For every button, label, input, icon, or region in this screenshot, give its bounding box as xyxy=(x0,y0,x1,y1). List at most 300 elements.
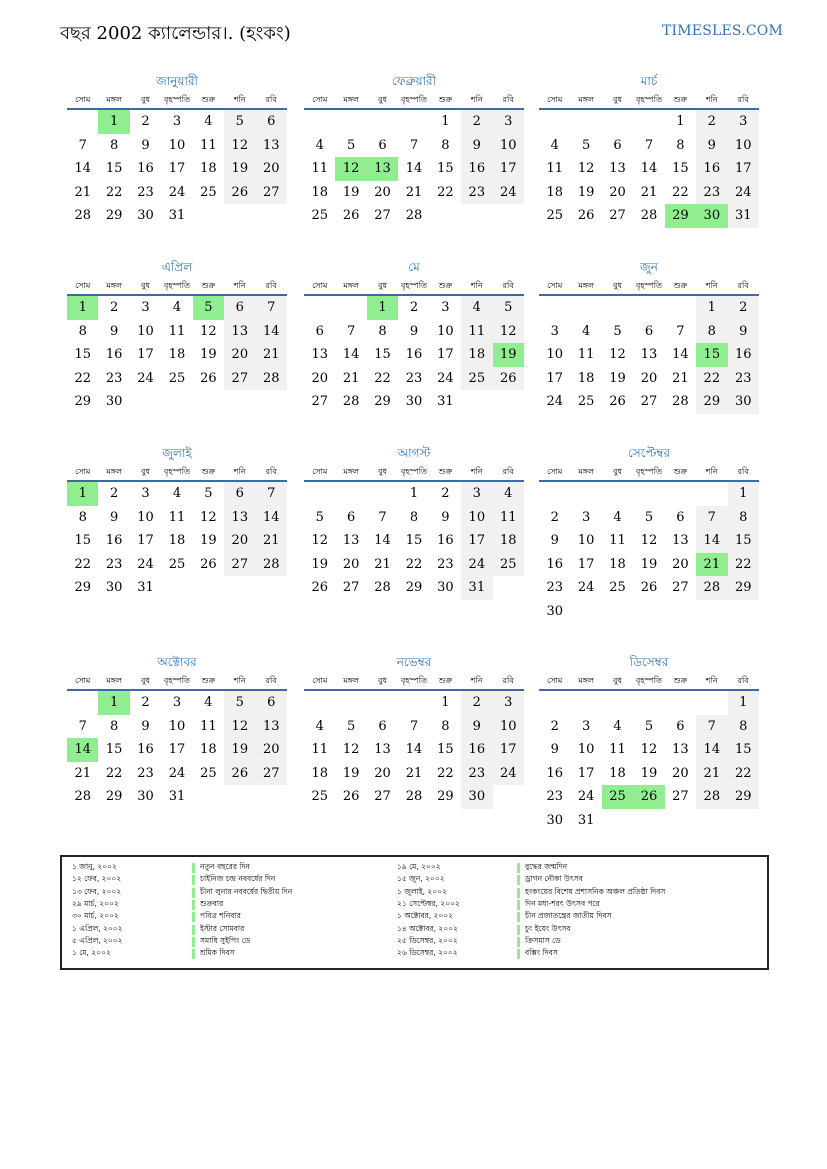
day-cell[interactable]: 23 xyxy=(137,184,154,200)
day-cell[interactable]: 10 xyxy=(461,506,492,530)
day-cell[interactable]: 3 xyxy=(172,695,182,710)
day-cell[interactable]: 15 xyxy=(374,347,391,362)
day-cell[interactable]: 11 xyxy=(461,320,492,344)
day-cell[interactable]: 24 xyxy=(137,556,154,572)
day-cell[interactable]: 17 xyxy=(168,742,186,757)
day-cell[interactable]: 28 xyxy=(696,576,727,600)
day-cell[interactable]: 24 xyxy=(493,762,524,786)
day-cell[interactable]: 22 xyxy=(728,553,759,577)
day-cell[interactable]: 19 xyxy=(200,347,217,362)
day-cell[interactable]: 19 xyxy=(577,184,595,200)
day-cell[interactable]: 13 xyxy=(374,742,391,757)
day-cell[interactable]: 17 xyxy=(493,738,524,762)
day-cell[interactable]: 31 xyxy=(137,580,154,595)
day-cell[interactable]: 31 xyxy=(577,812,595,828)
day-cell[interactable]: 7 xyxy=(78,137,87,153)
day-cell[interactable]: 5 xyxy=(644,509,654,525)
day-cell[interactable]: 2 xyxy=(409,300,419,315)
day-cell[interactable]: 29 xyxy=(74,394,91,409)
day-cell[interactable]: 31 xyxy=(437,394,454,409)
day-cell[interactable]: 7 xyxy=(78,718,87,734)
day-cell[interactable]: 23 xyxy=(105,556,123,572)
day-cell[interactable]: 20 xyxy=(672,556,689,572)
day-cell[interactable]: 14 xyxy=(696,529,727,553)
day-cell[interactable]: 22 xyxy=(74,556,91,572)
day-cell[interactable]: 13 xyxy=(672,742,689,757)
day-cell[interactable]: 11 xyxy=(577,347,595,362)
day-cell[interactable]: 1 xyxy=(676,114,685,129)
day-cell[interactable]: 4 xyxy=(550,137,559,153)
day-cell[interactable]: 27 xyxy=(224,367,255,391)
day-cell[interactable]: 18 xyxy=(200,161,217,176)
day-cell[interactable]: 13 xyxy=(224,506,255,530)
day-cell[interactable]: 24 xyxy=(137,370,154,386)
day-cell[interactable]: 29 xyxy=(665,204,696,228)
day-cell[interactable]: 7 xyxy=(346,323,356,339)
day-cell[interactable]: 11 xyxy=(493,506,524,530)
day-cell[interactable]: 19 xyxy=(311,556,328,572)
day-cell[interactable]: 1 xyxy=(98,110,129,134)
day-cell[interactable]: 25 xyxy=(546,208,563,223)
day-cell[interactable]: 17 xyxy=(493,157,524,181)
day-cell[interactable]: 6 xyxy=(676,718,685,734)
day-cell[interactable]: 6 xyxy=(315,323,324,339)
day-cell[interactable]: 3 xyxy=(581,509,591,525)
day-cell[interactable]: 2 xyxy=(441,486,450,501)
day-cell[interactable]: 10 xyxy=(728,134,759,158)
day-cell[interactable]: 8 xyxy=(728,506,759,530)
day-cell[interactable]: 9 xyxy=(409,323,419,339)
day-cell[interactable]: 26 xyxy=(609,394,626,409)
day-cell[interactable]: 19 xyxy=(200,533,217,548)
day-cell[interactable]: 23 xyxy=(728,367,759,391)
day-cell[interactable]: 3 xyxy=(581,718,591,734)
day-cell[interactable]: 5 xyxy=(224,691,255,715)
day-cell[interactable]: 23 xyxy=(437,556,454,572)
day-cell[interactable]: 28 xyxy=(405,208,423,223)
day-cell[interactable]: 14 xyxy=(405,161,423,176)
day-cell[interactable]: 8 xyxy=(696,320,727,344)
day-cell[interactable]: 3 xyxy=(461,482,492,506)
day-cell[interactable]: 10 xyxy=(577,533,595,548)
day-cell[interactable]: 25 xyxy=(200,765,217,781)
day-cell[interactable]: 23 xyxy=(696,181,727,205)
day-cell[interactable]: 10 xyxy=(493,715,524,739)
day-cell[interactable]: 5 xyxy=(204,486,213,501)
day-cell[interactable]: 8 xyxy=(109,718,119,734)
day-cell[interactable]: 26 xyxy=(640,580,658,595)
day-cell[interactable]: 12 xyxy=(342,742,360,757)
day-cell[interactable]: 30 xyxy=(105,394,123,409)
day-cell[interactable]: 4 xyxy=(204,114,213,129)
day-cell[interactable]: 8 xyxy=(109,137,119,153)
day-cell[interactable]: 30 xyxy=(546,812,563,828)
day-cell[interactable]: 4 xyxy=(493,482,524,506)
day-cell[interactable]: 11 xyxy=(200,137,217,153)
day-cell[interactable]: 16 xyxy=(461,738,492,762)
day-cell[interactable]: 20 xyxy=(256,738,287,762)
day-cell[interactable]: 28 xyxy=(256,367,287,391)
day-cell[interactable]: 10 xyxy=(437,323,454,339)
day-cell[interactable]: 6 xyxy=(676,509,685,525)
day-cell[interactable]: 13 xyxy=(367,157,398,181)
day-cell[interactable]: 27 xyxy=(374,208,391,223)
day-cell[interactable]: 14 xyxy=(342,347,360,362)
day-cell[interactable]: 6 xyxy=(613,137,622,153)
day-cell[interactable]: 10 xyxy=(493,134,524,158)
day-cell[interactable]: 18 xyxy=(311,765,328,781)
day-cell[interactable]: 17 xyxy=(137,347,154,362)
day-cell[interactable]: 7 xyxy=(256,296,287,320)
day-cell[interactable]: 9 xyxy=(461,134,492,158)
day-cell[interactable]: 6 xyxy=(378,137,387,153)
day-cell[interactable]: 16 xyxy=(137,161,154,176)
day-cell[interactable]: 11 xyxy=(546,161,563,176)
day-cell[interactable]: 27 xyxy=(672,789,689,804)
day-cell[interactable]: 18 xyxy=(577,370,595,386)
day-cell[interactable]: 4 xyxy=(613,718,622,734)
day-cell[interactable]: 1 xyxy=(441,114,450,129)
day-cell[interactable]: 20 xyxy=(374,765,391,781)
day-cell[interactable]: 7 xyxy=(409,718,419,734)
day-cell[interactable]: 2 xyxy=(728,296,759,320)
day-cell[interactable]: 12 xyxy=(200,323,217,339)
day-cell[interactable]: 30 xyxy=(137,208,154,223)
day-cell[interactable]: 17 xyxy=(137,533,154,548)
day-cell[interactable]: 12 xyxy=(224,134,255,158)
day-cell[interactable]: 8 xyxy=(378,323,387,339)
day-cell[interactable]: 10 xyxy=(137,323,154,339)
day-cell[interactable]: 3 xyxy=(172,114,182,129)
day-cell[interactable]: 14 xyxy=(67,738,98,762)
day-cell[interactable]: 8 xyxy=(409,509,419,525)
day-cell[interactable]: 5 xyxy=(346,718,356,734)
day-cell[interactable]: 2 xyxy=(461,691,492,715)
day-cell[interactable]: 12 xyxy=(200,509,217,525)
day-cell[interactable]: 9 xyxy=(550,742,559,757)
day-cell[interactable]: 7 xyxy=(696,715,727,739)
day-cell[interactable]: 1 xyxy=(441,695,450,710)
day-cell[interactable]: 16 xyxy=(546,556,563,572)
day-cell[interactable]: 23 xyxy=(546,789,563,804)
day-cell[interactable]: 27 xyxy=(609,208,626,223)
day-cell[interactable]: 14 xyxy=(256,320,287,344)
day-cell[interactable]: 6 xyxy=(256,691,287,715)
day-cell[interactable]: 16 xyxy=(461,157,492,181)
day-cell[interactable]: 14 xyxy=(256,506,287,530)
day-cell[interactable]: 25 xyxy=(602,785,633,809)
day-cell[interactable]: 5 xyxy=(581,137,591,153)
day-cell[interactable]: 29 xyxy=(728,576,759,600)
day-cell[interactable]: 5 xyxy=(315,509,324,525)
day-cell[interactable]: 7 xyxy=(409,137,419,153)
day-cell[interactable]: 6 xyxy=(224,296,255,320)
day-cell[interactable]: 20 xyxy=(609,184,626,200)
day-cell[interactable]: 7 xyxy=(644,137,654,153)
day-cell[interactable]: 20 xyxy=(224,529,255,553)
day-cell[interactable]: 28 xyxy=(672,394,689,409)
day-cell[interactable]: 7 xyxy=(696,506,727,530)
day-cell[interactable]: 13 xyxy=(256,715,287,739)
day-cell[interactable]: 25 xyxy=(311,789,328,804)
day-cell[interactable]: 2 xyxy=(109,300,119,315)
day-cell[interactable]: 7 xyxy=(256,482,287,506)
day-cell[interactable]: 13 xyxy=(224,320,255,344)
day-cell[interactable]: 7 xyxy=(378,509,387,525)
day-cell[interactable]: 10 xyxy=(168,137,186,153)
day-cell[interactable]: 29 xyxy=(405,580,423,595)
day-cell[interactable]: 1 xyxy=(728,691,759,715)
day-cell[interactable]: 24 xyxy=(493,181,524,205)
day-cell[interactable]: 15 xyxy=(437,742,454,757)
day-cell[interactable]: 15 xyxy=(696,343,727,367)
day-cell[interactable]: 15 xyxy=(728,738,759,762)
day-cell[interactable]: 26 xyxy=(224,762,255,786)
day-cell[interactable]: 8 xyxy=(78,509,87,525)
day-cell[interactable]: 9 xyxy=(109,323,119,339)
day-cell[interactable]: 30 xyxy=(461,785,492,809)
day-cell[interactable]: 10 xyxy=(137,509,154,525)
day-cell[interactable]: 22 xyxy=(105,765,123,781)
day-cell[interactable]: 18 xyxy=(168,347,186,362)
day-cell[interactable]: 6 xyxy=(378,718,387,734)
day-cell[interactable]: 16 xyxy=(546,765,563,781)
day-cell[interactable]: 29 xyxy=(105,789,123,804)
day-cell[interactable]: 31 xyxy=(461,576,492,600)
day-cell[interactable]: 12 xyxy=(577,161,595,176)
day-cell[interactable]: 14 xyxy=(405,742,423,757)
day-cell[interactable]: 27 xyxy=(256,762,287,786)
day-cell[interactable]: 2 xyxy=(461,110,492,134)
day-cell[interactable]: 31 xyxy=(728,204,759,228)
day-cell[interactable]: 15 xyxy=(74,533,91,548)
day-cell[interactable]: 17 xyxy=(546,370,563,386)
day-cell[interactable]: 10 xyxy=(577,742,595,757)
day-cell[interactable]: 21 xyxy=(640,184,658,200)
day-cell[interactable]: 18 xyxy=(609,556,626,572)
day-cell[interactable]: 5 xyxy=(224,110,255,134)
day-cell[interactable]: 9 xyxy=(461,715,492,739)
day-cell[interactable]: 11 xyxy=(168,323,186,339)
day-cell[interactable]: 8 xyxy=(728,715,759,739)
day-cell[interactable]: 20 xyxy=(256,157,287,181)
day-cell[interactable]: 9 xyxy=(141,718,150,734)
day-cell[interactable]: 19 xyxy=(493,343,524,367)
day-cell[interactable]: 1 xyxy=(409,486,419,501)
day-cell[interactable]: 7 xyxy=(676,323,685,339)
day-cell[interactable]: 10 xyxy=(168,718,186,734)
day-cell[interactable]: 13 xyxy=(672,533,689,548)
day-cell[interactable]: 27 xyxy=(342,580,360,595)
day-cell[interactable]: 28 xyxy=(640,208,658,223)
day-cell[interactable]: 24 xyxy=(577,789,595,804)
day-cell[interactable]: 28 xyxy=(696,785,727,809)
day-cell[interactable]: 9 xyxy=(550,533,559,548)
day-cell[interactable]: 29 xyxy=(374,394,391,409)
day-cell[interactable]: 18 xyxy=(200,742,217,757)
day-cell[interactable]: 26 xyxy=(200,556,217,572)
day-cell[interactable]: 28 xyxy=(256,553,287,577)
day-cell[interactable]: 21 xyxy=(696,553,727,577)
day-cell[interactable]: 19 xyxy=(224,157,255,181)
day-cell[interactable]: 13 xyxy=(609,161,626,176)
day-cell[interactable]: 24 xyxy=(577,580,595,595)
day-cell[interactable]: 4 xyxy=(613,509,622,525)
day-cell[interactable]: 19 xyxy=(640,765,658,781)
day-cell[interactable]: 6 xyxy=(256,110,287,134)
day-cell[interactable]: 12 xyxy=(311,533,328,548)
day-cell[interactable]: 11 xyxy=(311,161,328,176)
day-cell[interactable]: 29 xyxy=(74,580,91,595)
day-cell[interactable]: 15 xyxy=(105,742,123,757)
day-cell[interactable]: 20 xyxy=(640,370,658,386)
day-cell[interactable]: 6 xyxy=(224,482,255,506)
day-cell[interactable]: 23 xyxy=(405,370,423,386)
day-cell[interactable]: 24 xyxy=(546,394,563,409)
day-cell[interactable]: 8 xyxy=(441,718,450,734)
day-cell[interactable]: 15 xyxy=(437,161,454,176)
day-cell[interactable]: 15 xyxy=(728,529,759,553)
day-cell[interactable]: 27 xyxy=(256,181,287,205)
day-cell[interactable]: 26 xyxy=(224,181,255,205)
day-cell[interactable]: 21 xyxy=(672,370,689,386)
day-cell[interactable]: 2 xyxy=(109,486,119,501)
day-cell[interactable]: 3 xyxy=(493,691,524,715)
day-cell[interactable]: 11 xyxy=(609,742,626,757)
day-cell[interactable]: 5 xyxy=(346,137,356,153)
day-cell[interactable]: 11 xyxy=(311,742,328,757)
day-cell[interactable]: 26 xyxy=(342,208,360,223)
day-cell[interactable]: 24 xyxy=(461,553,492,577)
day-cell[interactable]: 19 xyxy=(224,738,255,762)
day-cell[interactable]: 21 xyxy=(405,765,423,781)
day-cell[interactable]: 21 xyxy=(256,343,287,367)
day-cell[interactable]: 18 xyxy=(311,184,328,200)
day-cell[interactable]: 22 xyxy=(728,762,759,786)
day-cell[interactable]: 15 xyxy=(105,161,123,176)
day-cell[interactable]: 17 xyxy=(728,157,759,181)
day-cell[interactable]: 26 xyxy=(633,785,664,809)
day-cell[interactable]: 13 xyxy=(311,347,328,362)
day-cell[interactable]: 20 xyxy=(374,184,391,200)
day-cell[interactable]: 9 xyxy=(728,320,759,344)
day-cell[interactable]: 16 xyxy=(105,347,123,362)
day-cell[interactable]: 30 xyxy=(405,394,423,409)
day-cell[interactable]: 25 xyxy=(168,556,186,572)
day-cell[interactable]: 25 xyxy=(200,184,217,200)
day-cell[interactable]: 18 xyxy=(168,533,186,548)
day-cell[interactable]: 24 xyxy=(168,184,186,200)
day-cell[interactable]: 18 xyxy=(609,765,626,781)
day-cell[interactable]: 2 xyxy=(141,695,150,710)
day-cell[interactable]: 23 xyxy=(461,181,492,205)
day-cell[interactable]: 30 xyxy=(105,580,123,595)
day-cell[interactable]: 16 xyxy=(137,742,154,757)
day-cell[interactable]: 16 xyxy=(728,343,759,367)
day-cell[interactable]: 25 xyxy=(493,553,524,577)
day-cell[interactable]: 23 xyxy=(546,580,563,595)
day-cell[interactable]: 27 xyxy=(374,789,391,804)
day-cell[interactable]: 24 xyxy=(437,370,454,386)
day-cell[interactable]: 29 xyxy=(728,785,759,809)
day-cell[interactable]: 2 xyxy=(696,110,727,134)
day-cell[interactable]: 4 xyxy=(204,695,213,710)
day-cell[interactable]: 17 xyxy=(577,765,595,781)
day-cell[interactable]: 21 xyxy=(696,762,727,786)
day-cell[interactable]: 21 xyxy=(74,765,91,781)
day-cell[interactable]: 15 xyxy=(405,533,423,548)
day-cell[interactable]: 18 xyxy=(546,184,563,200)
day-cell[interactable]: 13 xyxy=(640,347,658,362)
day-cell[interactable]: 21 xyxy=(74,184,91,200)
day-cell[interactable]: 10 xyxy=(546,347,563,362)
day-cell[interactable]: 22 xyxy=(672,184,689,200)
day-cell[interactable]: 25 xyxy=(609,580,626,595)
day-cell[interactable]: 12 xyxy=(609,347,626,362)
day-cell[interactable]: 18 xyxy=(461,343,492,367)
day-cell[interactable]: 4 xyxy=(172,486,182,501)
day-cell[interactable]: 19 xyxy=(640,556,658,572)
day-cell[interactable]: 8 xyxy=(441,137,450,153)
day-cell[interactable]: 1 xyxy=(98,691,129,715)
day-cell[interactable]: 13 xyxy=(256,134,287,158)
day-cell[interactable]: 1 xyxy=(67,482,98,506)
day-cell[interactable]: 23 xyxy=(461,762,492,786)
day-cell[interactable]: 29 xyxy=(437,789,454,804)
day-cell[interactable]: 3 xyxy=(141,300,150,315)
day-cell[interactable]: 27 xyxy=(640,394,658,409)
day-cell[interactable]: 26 xyxy=(311,580,328,595)
day-cell[interactable]: 25 xyxy=(168,370,186,386)
day-cell[interactable]: 27 xyxy=(672,580,689,595)
day-cell[interactable]: 25 xyxy=(461,367,492,391)
day-cell[interactable]: 25 xyxy=(311,208,328,223)
day-cell[interactable]: 12 xyxy=(224,715,255,739)
day-cell[interactable]: 27 xyxy=(224,553,255,577)
day-cell[interactable]: 11 xyxy=(609,533,626,548)
day-cell[interactable]: 30 xyxy=(728,390,759,414)
day-cell[interactable]: 1 xyxy=(728,482,759,506)
brand-link[interactable]: TIMESLES.COM xyxy=(662,23,783,39)
day-cell[interactable]: 9 xyxy=(109,509,119,525)
day-cell[interactable]: 14 xyxy=(74,161,91,176)
day-cell[interactable]: 22 xyxy=(696,367,727,391)
day-cell[interactable]: 20 xyxy=(672,765,689,781)
day-cell[interactable]: 3 xyxy=(141,486,150,501)
day-cell[interactable]: 30 xyxy=(437,580,454,595)
day-cell[interactable]: 12 xyxy=(493,320,524,344)
day-cell[interactable]: 19 xyxy=(609,370,626,386)
day-cell[interactable]: 4 xyxy=(581,323,591,339)
day-cell[interactable]: 17 xyxy=(461,529,492,553)
day-cell[interactable]: 17 xyxy=(437,347,454,362)
day-cell[interactable]: 12 xyxy=(640,742,658,757)
day-cell[interactable]: 11 xyxy=(200,718,217,734)
day-cell[interactable]: 18 xyxy=(493,529,524,553)
day-cell[interactable]: 1 xyxy=(67,296,98,320)
day-cell[interactable]: 1 xyxy=(696,296,727,320)
day-cell[interactable]: 5 xyxy=(613,323,622,339)
day-cell[interactable]: 2 xyxy=(141,114,150,129)
day-cell[interactable]: 11 xyxy=(168,509,186,525)
day-cell[interactable]: 20 xyxy=(224,343,255,367)
day-cell[interactable]: 4 xyxy=(461,296,492,320)
day-cell[interactable]: 16 xyxy=(405,347,423,362)
day-cell[interactable]: 22 xyxy=(405,556,423,572)
day-cell[interactable]: 5 xyxy=(644,718,654,734)
day-cell[interactable]: 28 xyxy=(74,208,91,223)
day-cell[interactable]: 28 xyxy=(342,394,360,409)
